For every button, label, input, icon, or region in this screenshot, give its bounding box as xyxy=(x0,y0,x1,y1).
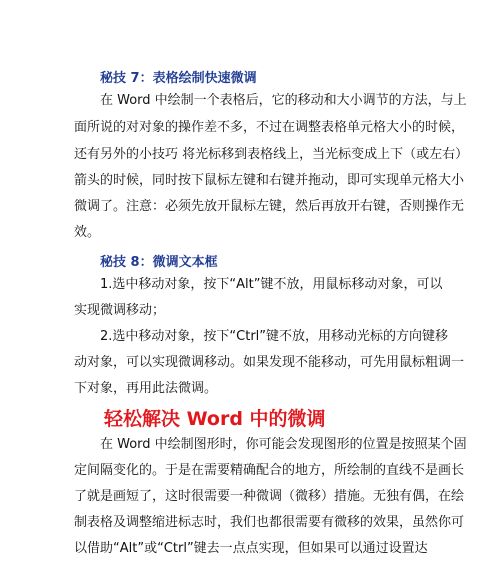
intro-line-1: 在 Word 中绘制图形时，你可能会发现图形的位置是按照某个固 xyxy=(100,437,467,452)
section-8-line-3: 2.选中移动对象，按下“Ctrl”键不放，用移动光标的方向键移 xyxy=(100,329,449,344)
intro-line-5: 以借助“Alt”或“Ctrl”键去一点点实现，但如果可以通过设置达 xyxy=(74,541,428,556)
section-8-heading: 秘技 8：微调文本框 xyxy=(100,255,218,270)
section-8-line-4: 动对象，可以实现微调移动。如果发现不能移动，可先用鼠标粗调一 xyxy=(74,355,465,370)
intro-line-2: 定间隔变化的。于是在需要精确配合的地方，所绘制的直线不是画长 xyxy=(74,463,465,478)
section-7-heading: 秘技 7：表格绘制快速微调 xyxy=(100,71,257,86)
section-8-line-5: 下对象，再用此法微调。 xyxy=(74,381,218,396)
section-8-line-2: 实现微调移动； xyxy=(74,303,166,318)
section-7-line-5: 微调了。注意：必须先放开鼠标左键，然后再放开右键，否则操作无 xyxy=(74,199,465,214)
section-7-line-2: 面所说的对对象的操作差不多，不过在调整表格单元格大小的时候， xyxy=(74,120,465,135)
main-title: 轻松解决 Word 中的微调 xyxy=(104,408,326,430)
section-8-line-1: 1.选中移动对象，按下“Alt”键不放，用鼠标移动对象，可以 xyxy=(100,277,443,292)
intro-line-4: 制表格及调整缩进标志时，我们也都很需要有微移的效果，虽然你可 xyxy=(74,515,465,530)
section-7-line-4: 箭头的时候，同时按下鼠标左键和右键并拖动，即可实现单元格大小 xyxy=(74,173,465,188)
intro-line-3: 了就是画短了，这时很需要一种微调（微移）措施。无独有偶，在绘 xyxy=(74,489,465,504)
section-7-line-3: 还有另外的小技巧 将光标移到表格线上，当光标变成上下（或左右） xyxy=(74,147,469,162)
section-7-line-6: 效。 xyxy=(74,225,101,240)
section-7-line-1: 在 Word 中绘制一个表格后，它的移动和大小调节的方法，与上 xyxy=(100,93,467,108)
